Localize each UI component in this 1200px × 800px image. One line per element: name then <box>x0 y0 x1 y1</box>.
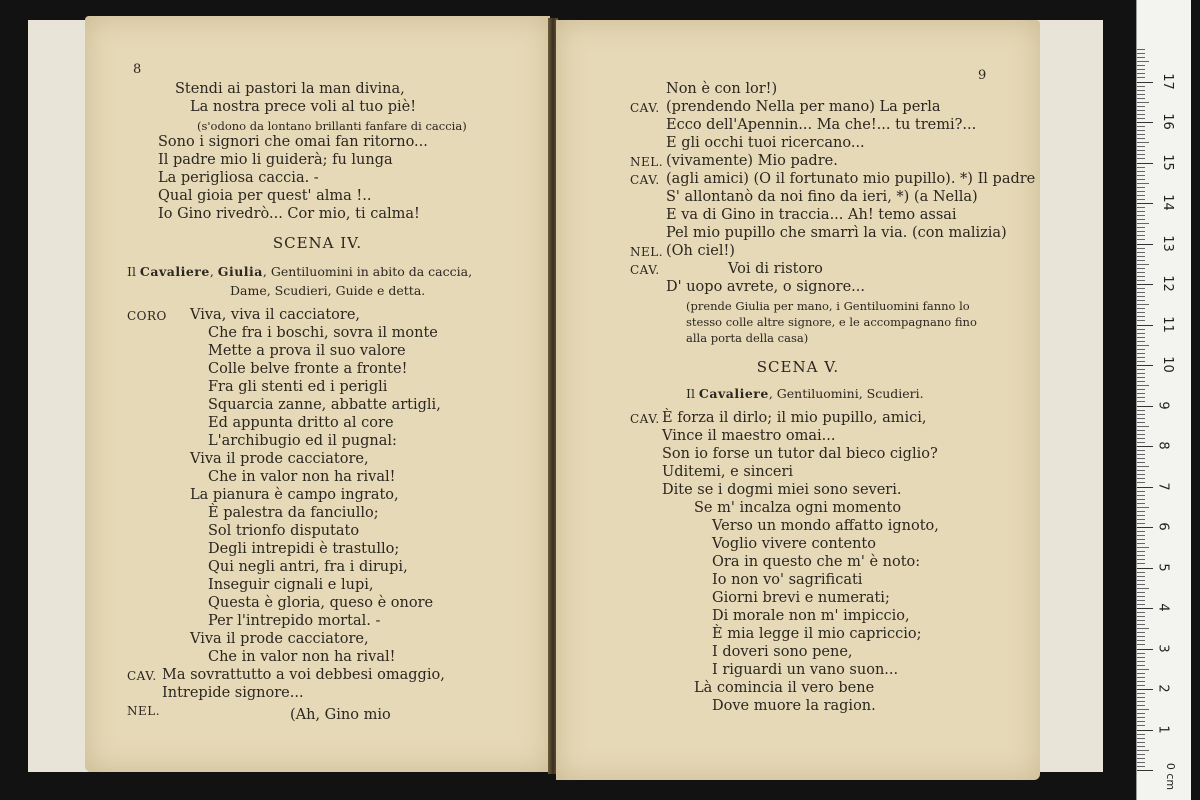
ruler-number: 12 <box>1159 275 1175 292</box>
ruler-tick <box>1137 381 1145 382</box>
verse-line: Ma sovrattutto a voi debbesi omaggio, <box>162 667 445 683</box>
ruler-tick <box>1137 329 1145 330</box>
left-page <box>85 16 550 772</box>
ruler-tick <box>1137 90 1145 91</box>
ruler-tick <box>1137 345 1149 346</box>
ruler-tick <box>1137 73 1145 74</box>
ruler-tick <box>1137 649 1153 650</box>
ruler-tick <box>1137 734 1145 735</box>
verse-line: Mette a prova il suo valore <box>208 343 406 359</box>
ruler-tick <box>1137 268 1145 269</box>
ruler-tick <box>1137 406 1153 407</box>
ruler-tick <box>1137 167 1145 168</box>
ruler-tick <box>1137 325 1153 326</box>
ruler-tick <box>1137 442 1145 443</box>
ruler-tick <box>1137 426 1149 427</box>
cast-list: Il Cavaliere, Giulia, Gentiluomini in abito da caccia, <box>127 264 473 279</box>
ruler-tick <box>1137 102 1149 103</box>
stage-direction: (s'odono da lontano brillanti fanfare di caccia) <box>197 119 467 133</box>
speaker-label: CAV. <box>630 101 660 115</box>
ruler-tick <box>1137 118 1145 119</box>
ruler-number: 6 <box>1155 522 1171 531</box>
ruler-tick <box>1137 636 1145 637</box>
ruler-tick <box>1137 482 1145 483</box>
ruler-tick <box>1137 130 1145 131</box>
ruler-tick <box>1137 373 1145 374</box>
ruler-number: 11 <box>1159 315 1175 333</box>
cast-prefix: Il <box>127 264 136 279</box>
ruler-tick <box>1137 215 1145 216</box>
ruler-tick <box>1137 260 1145 261</box>
ruler-tick <box>1137 280 1145 281</box>
ruler-tick <box>1137 244 1153 245</box>
dialog-line: Ecco dell'Apennin... Ma che!... tu tremi?... <box>666 117 977 133</box>
ruler-tick <box>1137 499 1145 500</box>
ruler-number: 16 <box>1159 113 1175 130</box>
verse-line: Sol trionfo disputato <box>208 523 360 539</box>
verse-line: Colle belve fronte a fronte! <box>208 361 408 377</box>
ruler-tick <box>1137 207 1145 208</box>
verse-line: Verso un mondo affatto ignoto, <box>712 518 939 534</box>
cast-list <box>686 386 924 401</box>
ruler-tick <box>1137 458 1145 459</box>
ruler-tick <box>1137 175 1145 176</box>
ruler-tick <box>1137 142 1149 143</box>
ruler-tick <box>1137 547 1149 548</box>
ruler-tick <box>1137 713 1145 714</box>
ruler-tick <box>1137 361 1145 362</box>
ruler-tick <box>1137 106 1145 107</box>
ruler-tick <box>1137 219 1145 220</box>
ruler-number: 17 <box>1159 72 1175 90</box>
ruler-tick <box>1137 401 1145 402</box>
ruler-number: 3 <box>1155 643 1171 653</box>
ruler-tick <box>1137 300 1145 301</box>
dialog-line: S' allontanò da noi fino da ieri, *) (a Nella) <box>666 189 978 205</box>
ruler-tick <box>1137 353 1145 354</box>
text-line: Qual gioia per quest' alma !.. <box>158 188 372 204</box>
ruler-tick <box>1137 110 1145 111</box>
ruler-tick <box>1137 462 1145 463</box>
ruler-tick <box>1137 555 1145 556</box>
ruler-number: 14 <box>1159 194 1175 211</box>
ruler-tick <box>1137 98 1145 99</box>
ruler-tick <box>1137 191 1145 192</box>
scene-heading: SCENA V. <box>756 358 840 376</box>
ruler-number: 1 <box>1155 724 1171 734</box>
cast-name: Cavaliere <box>139 264 210 279</box>
verse-line: Che fra i boschi, sovra il monte <box>208 325 438 341</box>
verse-line: Viva, viva il cacciatore, <box>190 307 361 323</box>
cast-name: Cavaliere <box>698 386 769 401</box>
verse-line: Per l'intrepido mortal. - <box>208 613 381 629</box>
dialog-line: (vivamente) Mio padre. <box>666 153 838 169</box>
ruler-tick <box>1137 604 1145 605</box>
ruler-tick <box>1137 316 1145 317</box>
verse-line: Fra gli stenti ed i perigli <box>208 379 388 395</box>
ruler-tick <box>1137 410 1145 411</box>
ruler-tick <box>1137 568 1153 569</box>
verse-line: (Ah, Gino mio <box>290 707 391 723</box>
ruler-tick <box>1137 349 1145 350</box>
ruler-tick <box>1137 750 1149 751</box>
ruler-tick <box>1137 559 1145 560</box>
ruler-tick <box>1137 721 1145 722</box>
cast-prefix: Il <box>686 386 695 401</box>
ruler-tick <box>1137 730 1153 731</box>
ruler-tick <box>1137 272 1145 273</box>
dialog-line: E va di Gino in traccia... Ah! temo assai <box>666 207 957 223</box>
ruler-tick <box>1137 738 1145 739</box>
ruler-tick <box>1137 527 1153 528</box>
ruler-tick <box>1137 531 1145 532</box>
ruler-number: 15 <box>1159 153 1175 171</box>
ruler-tick <box>1137 203 1153 204</box>
ruler-tick <box>1137 681 1145 682</box>
ruler-tick <box>1137 397 1145 398</box>
ruler-tick <box>1137 385 1149 386</box>
text-line: Io Gino rivedrò... Cor mio, ti calma! <box>158 206 420 222</box>
dialog-line: (prendendo Nella per mano) La perla <box>666 99 941 115</box>
ruler-tick <box>1137 653 1145 654</box>
ruler-unit: 0 cm <box>1164 762 1178 791</box>
verse-line: Giorni brevi e numerati; <box>712 590 890 606</box>
ruler-tick <box>1137 337 1145 338</box>
verse-line: Questa è gloria, queso è onore <box>208 595 434 611</box>
ruler-tick <box>1137 491 1145 492</box>
ruler-number: 10 <box>1159 356 1175 373</box>
ruler-tick <box>1137 199 1145 200</box>
ruler-tick <box>1137 539 1145 540</box>
ruler-tick <box>1137 572 1145 573</box>
verse-line: Che in valor non ha rival! <box>208 649 396 665</box>
verse-line: Degli intrepidi è trastullo; <box>208 541 400 557</box>
ruler-tick <box>1137 717 1145 718</box>
ruler-tick <box>1137 628 1149 629</box>
ruler-tick <box>1137 430 1145 431</box>
cast-rest: Gentiluomini in abito da caccia, <box>270 264 473 279</box>
verse-line: Di morale non m' impiccio, <box>712 608 910 624</box>
ruler-tick <box>1137 709 1149 710</box>
ruler-tick <box>1137 256 1145 257</box>
ruler-tick <box>1137 138 1145 139</box>
speaker-label: CAV. <box>630 173 660 187</box>
scene-heading: SCENA IV. <box>272 234 363 252</box>
ruler-number: 13 <box>1159 234 1175 252</box>
cast-list-line2: Dame, Scudieri, Guide e detta. <box>230 283 426 298</box>
ruler-tick <box>1137 507 1149 508</box>
ruler-tick <box>1137 114 1145 115</box>
ruler-tick <box>1137 588 1149 589</box>
ruler-tick <box>1137 223 1149 224</box>
ruler-tick <box>1137 770 1153 771</box>
stage-direction: (prende Giulia per mano, i Gentiluomini fanno lo <box>686 299 970 313</box>
stage-direction: alla porta della casa) <box>686 331 809 345</box>
verse-line: È palestra da fanciullo; <box>208 505 379 521</box>
ruler-tick <box>1137 171 1145 172</box>
cast-name: Giulia <box>217 264 263 279</box>
ruler-tick <box>1137 393 1145 394</box>
ruler-tick <box>1137 689 1153 690</box>
speaker-label: NEL. <box>630 155 664 169</box>
ruler-tick <box>1137 86 1145 87</box>
right-page <box>556 20 1040 780</box>
ruler-tick <box>1137 252 1145 253</box>
ruler-tick <box>1137 365 1153 366</box>
ruler-tick <box>1137 511 1145 512</box>
ruler-tick <box>1137 163 1153 164</box>
verse-line: Son io forse un tutor dal bieco ciglio? <box>662 446 938 462</box>
ruler-tick <box>1137 446 1153 447</box>
verse-line: È forza il dirlo; il mio pupillo, amici, <box>662 410 927 426</box>
ruler-tick <box>1137 487 1153 488</box>
ruler-tick <box>1137 146 1145 147</box>
ruler-number: 5 <box>1155 562 1171 572</box>
ruler-tick <box>1137 746 1145 747</box>
speaker-label: CAV. <box>127 669 157 683</box>
ruler-tick <box>1137 519 1145 520</box>
ruler-tick <box>1137 312 1145 313</box>
ruler-tick <box>1137 231 1145 232</box>
ruler-tick <box>1137 122 1153 123</box>
ruler-tick <box>1137 701 1145 702</box>
ruler-tick <box>1137 438 1145 439</box>
ruler-tick <box>1137 596 1145 597</box>
ruler-tick <box>1137 644 1145 645</box>
ruler-tick <box>1137 576 1145 577</box>
ruler-tick <box>1137 296 1145 297</box>
text-line: Stendi ai pastori la man divina, <box>175 81 405 97</box>
ruler-tick <box>1137 620 1145 621</box>
ruler-tick <box>1137 515 1145 516</box>
ruler-tick <box>1137 503 1145 504</box>
ruler-tick <box>1137 677 1145 678</box>
speaker-label: CAV. <box>630 412 660 426</box>
verse-line: Viva il prode cacciatore, <box>190 451 369 467</box>
verse-line: L'archibugio ed il pugnal: <box>208 433 397 449</box>
verse-line: I riguardi un vano suon... <box>712 662 899 678</box>
speaker-label: NEL. <box>127 704 161 718</box>
ruler-tick <box>1137 592 1145 593</box>
ruler-tick <box>1137 320 1145 321</box>
ruler-tick <box>1137 308 1145 309</box>
stage-direction: stesso colle altre signore, e le accompagnano fino <box>686 315 977 329</box>
verse-line: Che in valor non ha rival! <box>208 469 396 485</box>
ruler-tick <box>1137 288 1145 289</box>
ruler-tick <box>1137 466 1149 467</box>
ruler-tick <box>1137 150 1145 151</box>
ruler-tick <box>1137 434 1145 435</box>
ruler-tick <box>1137 264 1149 265</box>
verse-line: È mia legge il mio capriccio; <box>712 626 922 642</box>
ruler-number: 8 <box>1155 441 1171 450</box>
ruler-tick <box>1137 495 1145 496</box>
ruler-tick <box>1137 673 1145 674</box>
ruler-tick <box>1137 158 1145 159</box>
ruler-tick <box>1137 187 1145 188</box>
ruler-tick <box>1137 742 1145 743</box>
ruler-tick <box>1137 65 1145 66</box>
ruler-tick <box>1137 239 1145 240</box>
verse-line: Dite se i dogmi miei sono severi. <box>662 482 902 498</box>
ruler-tick <box>1137 369 1145 370</box>
ruler-tick <box>1137 705 1145 706</box>
verse-line: Qui negli antri, fra i dirupi, <box>208 559 408 575</box>
ruler-tick <box>1137 551 1145 552</box>
dialog-line: D' uopo avrete, o signore... <box>666 279 865 295</box>
ruler-tick <box>1137 580 1145 581</box>
dialog-line: E gli occhi tuoi ricercano... <box>666 135 865 151</box>
text-line: Il padre mio li guiderà; fu lunga <box>158 152 393 168</box>
ruler-tick <box>1137 632 1145 633</box>
verse-line: I doveri sono pene, <box>712 644 853 660</box>
verse-line: Ora in questo che m' è noto: <box>712 554 921 570</box>
ruler-tick <box>1137 450 1145 451</box>
ruler-tick <box>1137 77 1145 78</box>
verse-line: Vince il maestro omai... <box>662 428 836 444</box>
dialog-line: Voi di ristoro <box>728 261 823 277</box>
ruler-tick <box>1137 389 1145 390</box>
text-line: Sono i signori che omai fan ritorno... <box>158 134 428 150</box>
ruler-tick <box>1137 535 1145 536</box>
ruler-number: 4 <box>1155 603 1171 612</box>
ruler-number: 7 <box>1155 481 1171 491</box>
ruler-tick <box>1137 725 1145 726</box>
ruler-tick <box>1137 640 1145 641</box>
ruler-tick <box>1137 126 1145 127</box>
ruler-tick <box>1137 608 1153 609</box>
ruler-tick <box>1137 304 1149 305</box>
ruler-tick <box>1137 414 1145 415</box>
verse-line: Intrepide signore... <box>162 685 304 701</box>
ruler-tick <box>1137 523 1145 524</box>
ruler-tick <box>1137 276 1145 277</box>
ruler-tick <box>1137 82 1153 83</box>
ruler-tick <box>1137 766 1145 767</box>
text-line: La nostra prece voli al tuo piè! <box>190 99 417 115</box>
ruler-tick <box>1137 470 1145 471</box>
ruler-tick <box>1137 584 1145 585</box>
ruler-tick <box>1137 697 1145 698</box>
ruler-tick <box>1137 235 1145 236</box>
verse-line: La pianura è campo ingrato, <box>190 487 399 503</box>
verse-line: Inseguir cignali e lupi, <box>208 577 374 593</box>
dialog-line: Pel mio pupillo che smarrì la via. (con malizia) <box>666 225 1007 241</box>
ruler-tick <box>1137 134 1145 135</box>
page-number-left: 8 <box>133 62 142 77</box>
speaker-label: NEL. <box>630 245 664 259</box>
ruler-number: 2 <box>1155 684 1171 693</box>
verse-line: Viva il prode cacciatore, <box>190 631 369 647</box>
ruler-tick <box>1137 474 1145 475</box>
ruler-tick <box>1137 665 1145 666</box>
cast-rest: , Gentiluomini, Scudieri. <box>768 386 924 401</box>
ruler-tick <box>1137 478 1145 479</box>
ruler-tick <box>1137 612 1145 613</box>
ruler-tick <box>1137 292 1145 293</box>
ruler-tick <box>1137 685 1145 686</box>
ruler-tick <box>1137 661 1145 662</box>
ruler-tick <box>1137 657 1145 658</box>
ruler-tick <box>1137 53 1145 54</box>
ruler-tick <box>1137 154 1145 155</box>
verse-line: Uditemi, e sinceri <box>662 464 794 480</box>
ruler-tick <box>1137 211 1145 212</box>
verse-line: Voglio vivere contento <box>712 536 876 552</box>
ruler-tick <box>1137 377 1145 378</box>
ruler-tick <box>1137 248 1145 249</box>
dialog-line: (agli amici) (O il fortunato mio pupillo). *) Il padre <box>666 171 1036 187</box>
text-line: Non è con lor!) <box>666 81 778 97</box>
ruler-tick <box>1137 600 1145 601</box>
text-line: La perigliosa caccia. - <box>158 170 319 186</box>
ruler-tick <box>1137 543 1145 544</box>
speaker-label: CAV. <box>630 263 660 277</box>
ruler-tick <box>1137 227 1145 228</box>
page-number-right: 9 <box>978 68 987 83</box>
ruler-tick <box>1137 422 1145 423</box>
ruler-tick <box>1137 693 1145 694</box>
verse-line: Ed appunta dritto al core <box>208 415 394 431</box>
ruler-tick <box>1137 357 1145 358</box>
ruler-tick <box>1137 195 1145 196</box>
ruler-tick <box>1137 341 1145 342</box>
ruler-tick <box>1137 94 1145 95</box>
verse-line: Se m' incalza ogni momento <box>694 500 902 516</box>
ruler-tick <box>1137 333 1145 334</box>
ruler-tick <box>1137 49 1145 50</box>
ruler-tick <box>1137 179 1145 180</box>
verse-line: Squarcia zanne, abbatte artigli, <box>208 397 441 413</box>
ruler-tick <box>1137 284 1153 285</box>
ruler-tick <box>1137 624 1145 625</box>
ruler-tick <box>1137 563 1145 564</box>
ruler-tick <box>1137 616 1145 617</box>
measuring-ruler <box>1136 0 1191 800</box>
ruler-tick <box>1137 762 1145 763</box>
ruler-tick <box>1137 57 1145 58</box>
ruler-tick <box>1137 418 1145 419</box>
ruler-tick <box>1137 669 1149 670</box>
ruler-tick <box>1137 454 1145 455</box>
ruler-tick <box>1137 69 1145 70</box>
speaker-label: CORO <box>127 309 167 323</box>
dialog-line: (Oh ciel!) <box>666 243 735 259</box>
ruler-number: 9 <box>1155 400 1171 410</box>
ruler-tick <box>1137 61 1149 62</box>
verse-line: Là comincia il vero bene <box>694 680 875 696</box>
verse-line: Io non vo' sagrificati <box>712 572 863 588</box>
ruler-tick <box>1137 183 1149 184</box>
ruler-tick <box>1137 758 1145 759</box>
verse-line: Dove muore la ragion. <box>712 698 876 714</box>
ruler-tick <box>1137 754 1145 755</box>
